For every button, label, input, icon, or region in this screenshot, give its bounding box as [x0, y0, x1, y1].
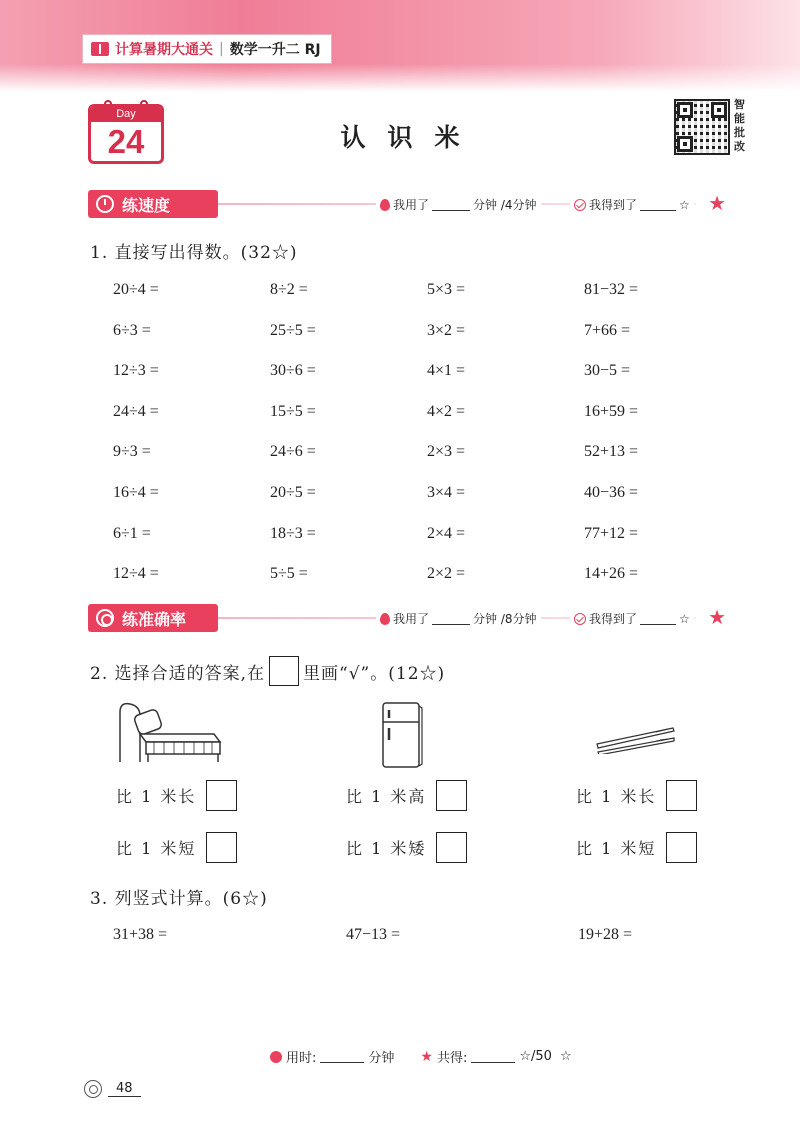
qr-caption: 智能批改 — [734, 98, 745, 153]
problem: 52+13 = — [584, 443, 639, 461]
problem: 24÷4 = — [113, 402, 159, 420]
choice-fridge-shorter: 比 1 米矮 — [346, 832, 467, 863]
time-used: 我用了 分钟 /4分钟 — [376, 196, 541, 213]
problem: 2×4 = — [427, 524, 466, 542]
choice-chopsticks-longer: 比 1 米长 — [576, 780, 697, 811]
total-score-blank[interactable] — [471, 1051, 515, 1063]
problem: 3×4 = — [427, 483, 466, 501]
example-box — [269, 656, 299, 686]
page-number: 48 — [84, 1080, 141, 1098]
problem: 12÷4 = — [113, 565, 159, 583]
series-tag — [82, 34, 332, 64]
answer-checkbox[interactable] — [206, 780, 237, 811]
page-title: 认识米 — [340, 123, 482, 152]
time-blank[interactable] — [432, 199, 470, 211]
score-blank[interactable] — [640, 199, 676, 211]
target-icon — [96, 609, 114, 627]
problem: 20÷5 = — [270, 483, 316, 501]
time-blank[interactable] — [432, 613, 470, 625]
flame-icon — [380, 199, 390, 211]
bed-illustration — [114, 698, 226, 766]
problem: 12÷3 = — [113, 362, 159, 380]
star-outline-icon: ☆ — [559, 1049, 572, 1064]
problem: 81−32 = — [584, 281, 639, 298]
answer-checkbox[interactable] — [206, 832, 237, 863]
problem: 77+12 = — [584, 524, 639, 542]
mental-math-grid — [113, 278, 713, 603]
problem: 3×2 = — [427, 321, 466, 339]
flame-icon — [380, 613, 390, 625]
subject-title: 数学一升二 RJ — [229, 42, 321, 58]
section-speed-title: 练速度 — [88, 190, 218, 218]
check-circle-icon — [574, 199, 586, 211]
problem: 20÷4 = — [113, 281, 159, 298]
problem: 15÷5 = — [270, 402, 316, 420]
problem: 25÷5 = — [270, 321, 316, 339]
problem: 18÷3 = — [270, 524, 316, 542]
vertical-calc-problem: 31+38 = — [113, 926, 168, 943]
star-icon: ★ — [708, 605, 726, 629]
footer-summary: 用时: 分钟 ★ 共得: ☆/50 ☆ — [270, 1047, 572, 1066]
score-blank[interactable] — [640, 613, 676, 625]
problem: 8÷2 = — [270, 281, 308, 298]
qr-code-icon[interactable] — [674, 99, 730, 155]
section-speed-bar — [88, 190, 736, 218]
check-circle-icon — [574, 613, 586, 625]
sun-icon — [84, 1080, 102, 1098]
problem: 40−36 = — [584, 483, 639, 501]
question-3-title: 3. 列竖式计算。(6☆) — [90, 889, 268, 909]
time-used: 我用了 分钟 /8分钟 — [376, 610, 541, 627]
problem: 9÷3 = — [113, 443, 151, 461]
book-icon — [91, 42, 109, 56]
star-icon: ★ — [708, 191, 726, 215]
question-2-title: 2. 选择合适的答案,在 里画“√”。(12☆) — [90, 656, 445, 686]
refrigerator-illustration — [380, 700, 424, 770]
choice-bed-longer: 比 1 米长 — [116, 780, 237, 811]
alarm-clock-icon — [270, 1051, 282, 1063]
total-time-blank[interactable] — [320, 1051, 364, 1063]
chopsticks-illustration — [594, 722, 676, 754]
choice-chopsticks-shorter: 比 1 米短 — [576, 832, 697, 863]
problem: 5÷5 = — [270, 565, 308, 583]
answer-checkbox[interactable] — [666, 832, 697, 863]
choice-bed-shorter: 比 1 米短 — [116, 832, 237, 863]
problem: 2×2 = — [427, 565, 466, 583]
separator: | — [219, 41, 224, 57]
question-1-title: 1. 直接写出得数。(32☆) — [90, 243, 298, 263]
problem: 30−5 = — [584, 362, 631, 380]
problem: 30÷6 = — [270, 362, 316, 380]
vertical-calc-problem: 19+28 = — [578, 926, 633, 943]
problem: 24÷6 = — [270, 443, 316, 461]
problem: 5×3 = — [427, 281, 466, 298]
problem: 4×1 = — [427, 362, 466, 380]
day-number: 24 — [107, 123, 145, 160]
problem: 2×3 = — [427, 443, 466, 461]
section-accuracy-title: 练准确率 — [88, 604, 218, 632]
problem: 16+59 = — [584, 402, 639, 420]
star-icon: ★ — [420, 1048, 433, 1065]
problem: 4×2 = — [427, 402, 466, 420]
answer-checkbox[interactable] — [436, 780, 467, 811]
score-earned: 我得到了 ☆ — [570, 196, 694, 213]
choice-fridge-taller: 比 1 米高 — [346, 780, 467, 811]
problem: 16÷4 = — [113, 483, 159, 501]
problem: 14+26 = — [584, 565, 639, 583]
day-label: Day — [91, 107, 161, 122]
series-title: 计算暑期大通关 — [115, 42, 213, 58]
problem: 7+66 = — [584, 321, 631, 339]
problem: 6÷3 = — [113, 321, 151, 339]
vertical-calc-problem: 47−13 = — [346, 926, 401, 943]
section-accuracy-bar — [88, 604, 736, 632]
answer-checkbox[interactable] — [436, 832, 467, 863]
score-earned: 我得到了 ☆ — [570, 610, 694, 627]
answer-checkbox[interactable] — [666, 780, 697, 811]
stopwatch-icon — [96, 195, 114, 213]
problem: 6÷1 = — [113, 524, 151, 542]
